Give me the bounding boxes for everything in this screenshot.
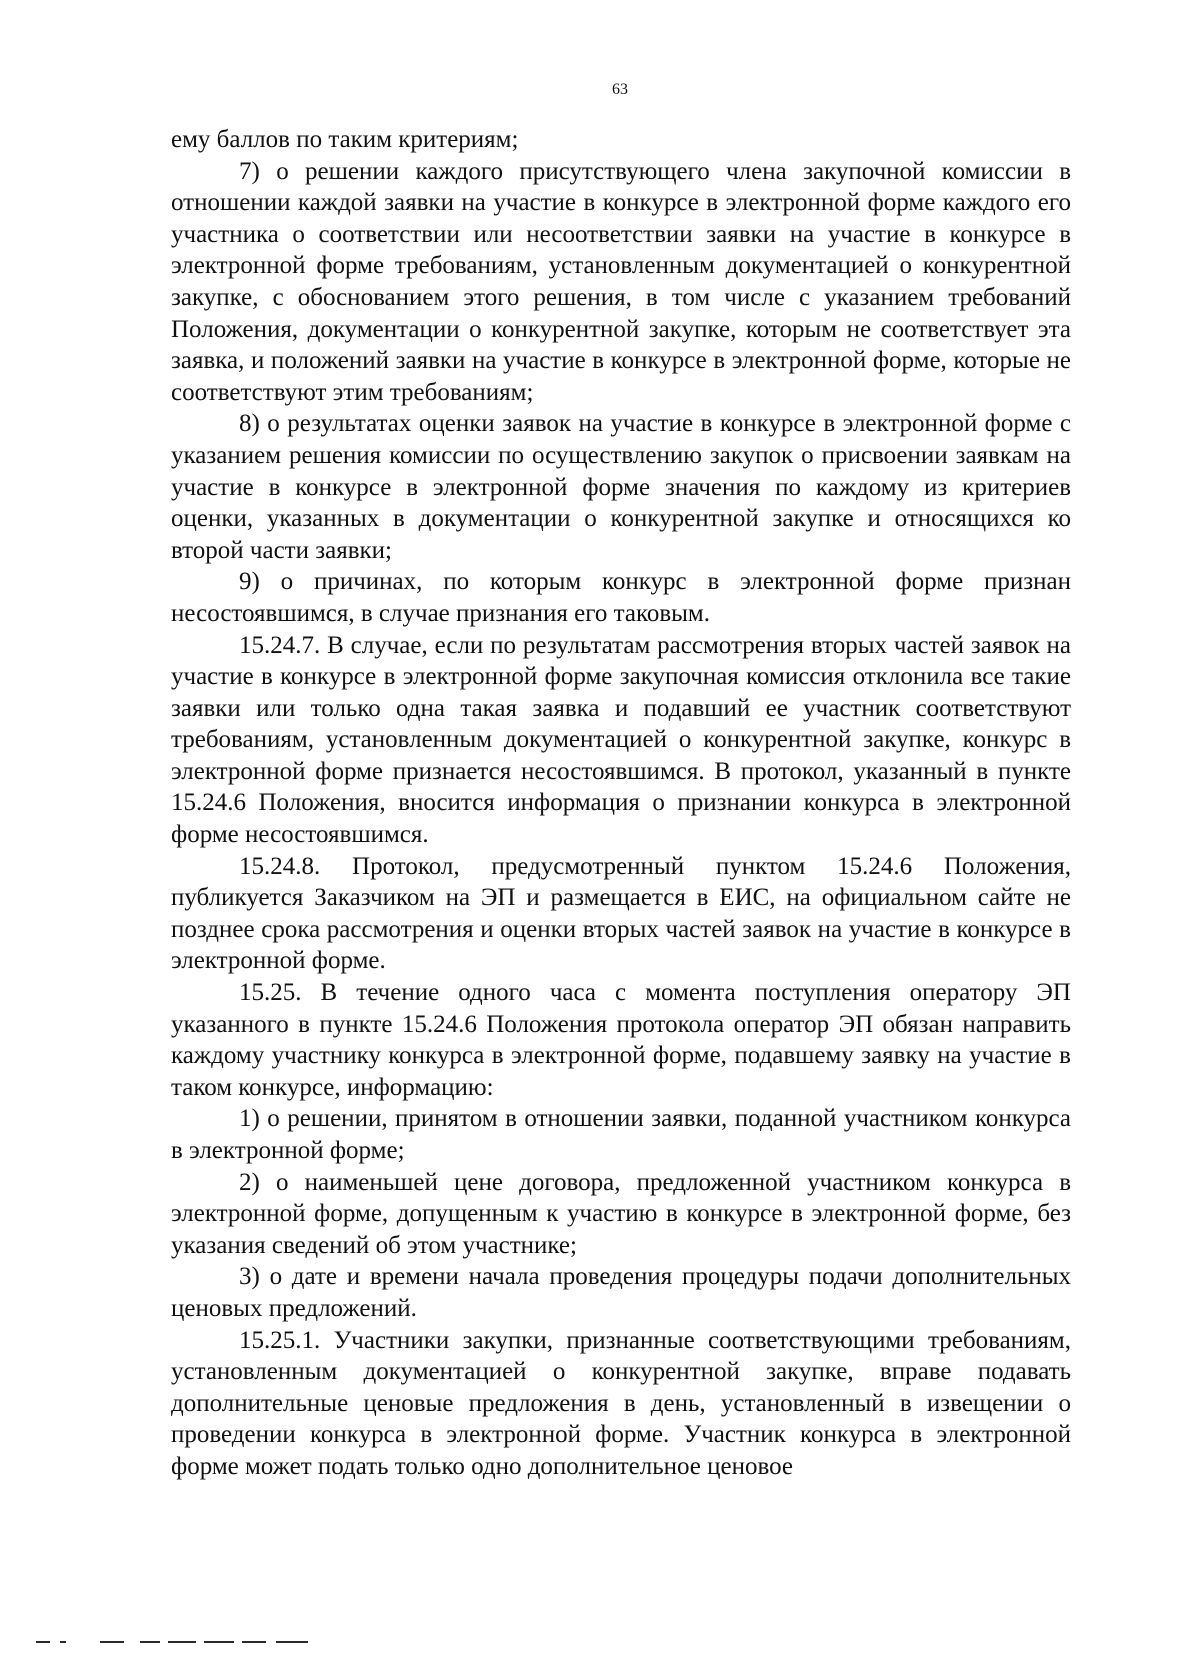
- paragraph-continuation: ему баллов по таким критериям;: [171, 126, 519, 153]
- paragraph-15-25-item-3: 3) о дате и времени начала проведения процедуры подачи дополнительных ценовых предложений.: [171, 1263, 1071, 1322]
- paragraph-15-25-item-1: 1) о решении, принятом в отношении заявки, поданной участником конкурса в электронной форме;: [171, 1105, 1071, 1164]
- paragraph-item-9: 9) о причинах, по которым конкурс в электронной форме признан несостоявшимся, в случае признания его таковым.: [171, 568, 1071, 627]
- paragraph-15-25-item-2: 2) о наименьшей цене договора, предложенной участником конкурса в электронной форме, допущенным к участию в конкурсе в электронной форме, без указания сведений об этом участнике;: [171, 1168, 1071, 1259]
- paragraph-15-25: 15.25. В течение одного часа с момента поступления оператору ЭП указанного в пункте 15.24.6 Положения протокола оператор ЭП обязан направить каждому участнику конкурса в электронной форме, подавшему заявку на участие в таком конкурсе, информацию:: [171, 979, 1071, 1101]
- document-body: [171, 124, 1071, 1483]
- paragraph-15-24-8: 15.24.8. Протокол, предусмотренный пунктом 15.24.6 Положения, публикуется Заказчиком на ЭП и размещается в ЕИС, на официальном сайте не позднее срока рассмотрения и оценки вторых частей заявок на участие в конкурсе в электронной форме.: [171, 852, 1071, 975]
- paragraph-15-25-1: 15.25.1. Участники закупки, признанные соответствующими требованиям, установленным документацией о конкурентной закупке, вправе подавать дополнительные ценовые предложения в день, установленный в извещении о проведении конкурса в электронной форме. Участник конкурса в электронной форме может подать только одно дополнительное ценовое: [171, 1326, 1071, 1480]
- page-number: 63: [612, 81, 628, 98]
- paragraph-15-24-7: 15.24.7. В случае, если по результатам рассмотрения вторых частей заявок на участие в конкурсе в электронной форме закупочная комиссия отклонила все такие заявки или только одна такая заявка и подавший ее участник соответствуют требованиям, установленным документацией о конкурентной закупке, конкурс в электронной форме признается несостоявшимся. В протокол, указанный в пункте 15.24.6 Положения, вносится информация о признании конкурса в электронной форме несостоявшимся.: [171, 631, 1071, 849]
- paragraph-item-7: 7) о решении каждого присутствующего члена закупочной комиссии в отношении каждой заявки на участие в конкурсе в электронной форме каждого его участника о соответствии или несоответствии заявки на участие в конкурсе в электронной форме требованиям, установленным документацией о конкурентной закупке, с обоснованием этого решения, в том числе с указанием требований Положения, документации о конкурентной закупке, которым не соответствует эта заявка, и положений заявки на участие в конкурсе в электронной форме, которые не соответствуют этим требованиям;: [171, 157, 1071, 406]
- paragraph-item-8: 8) о результатах оценки заявок на участие в конкурсе в электронной форме с указанием решения комиссии по осуществлению закупок о присвоении заявкам на участие в конкурсе в электронной форме значения по каждому из критериев оценки, указанных в документации о конкурентной закупке и относящихся ко второй части заявки;: [171, 410, 1071, 564]
- scan-footer-marks: [36, 1641, 336, 1645]
